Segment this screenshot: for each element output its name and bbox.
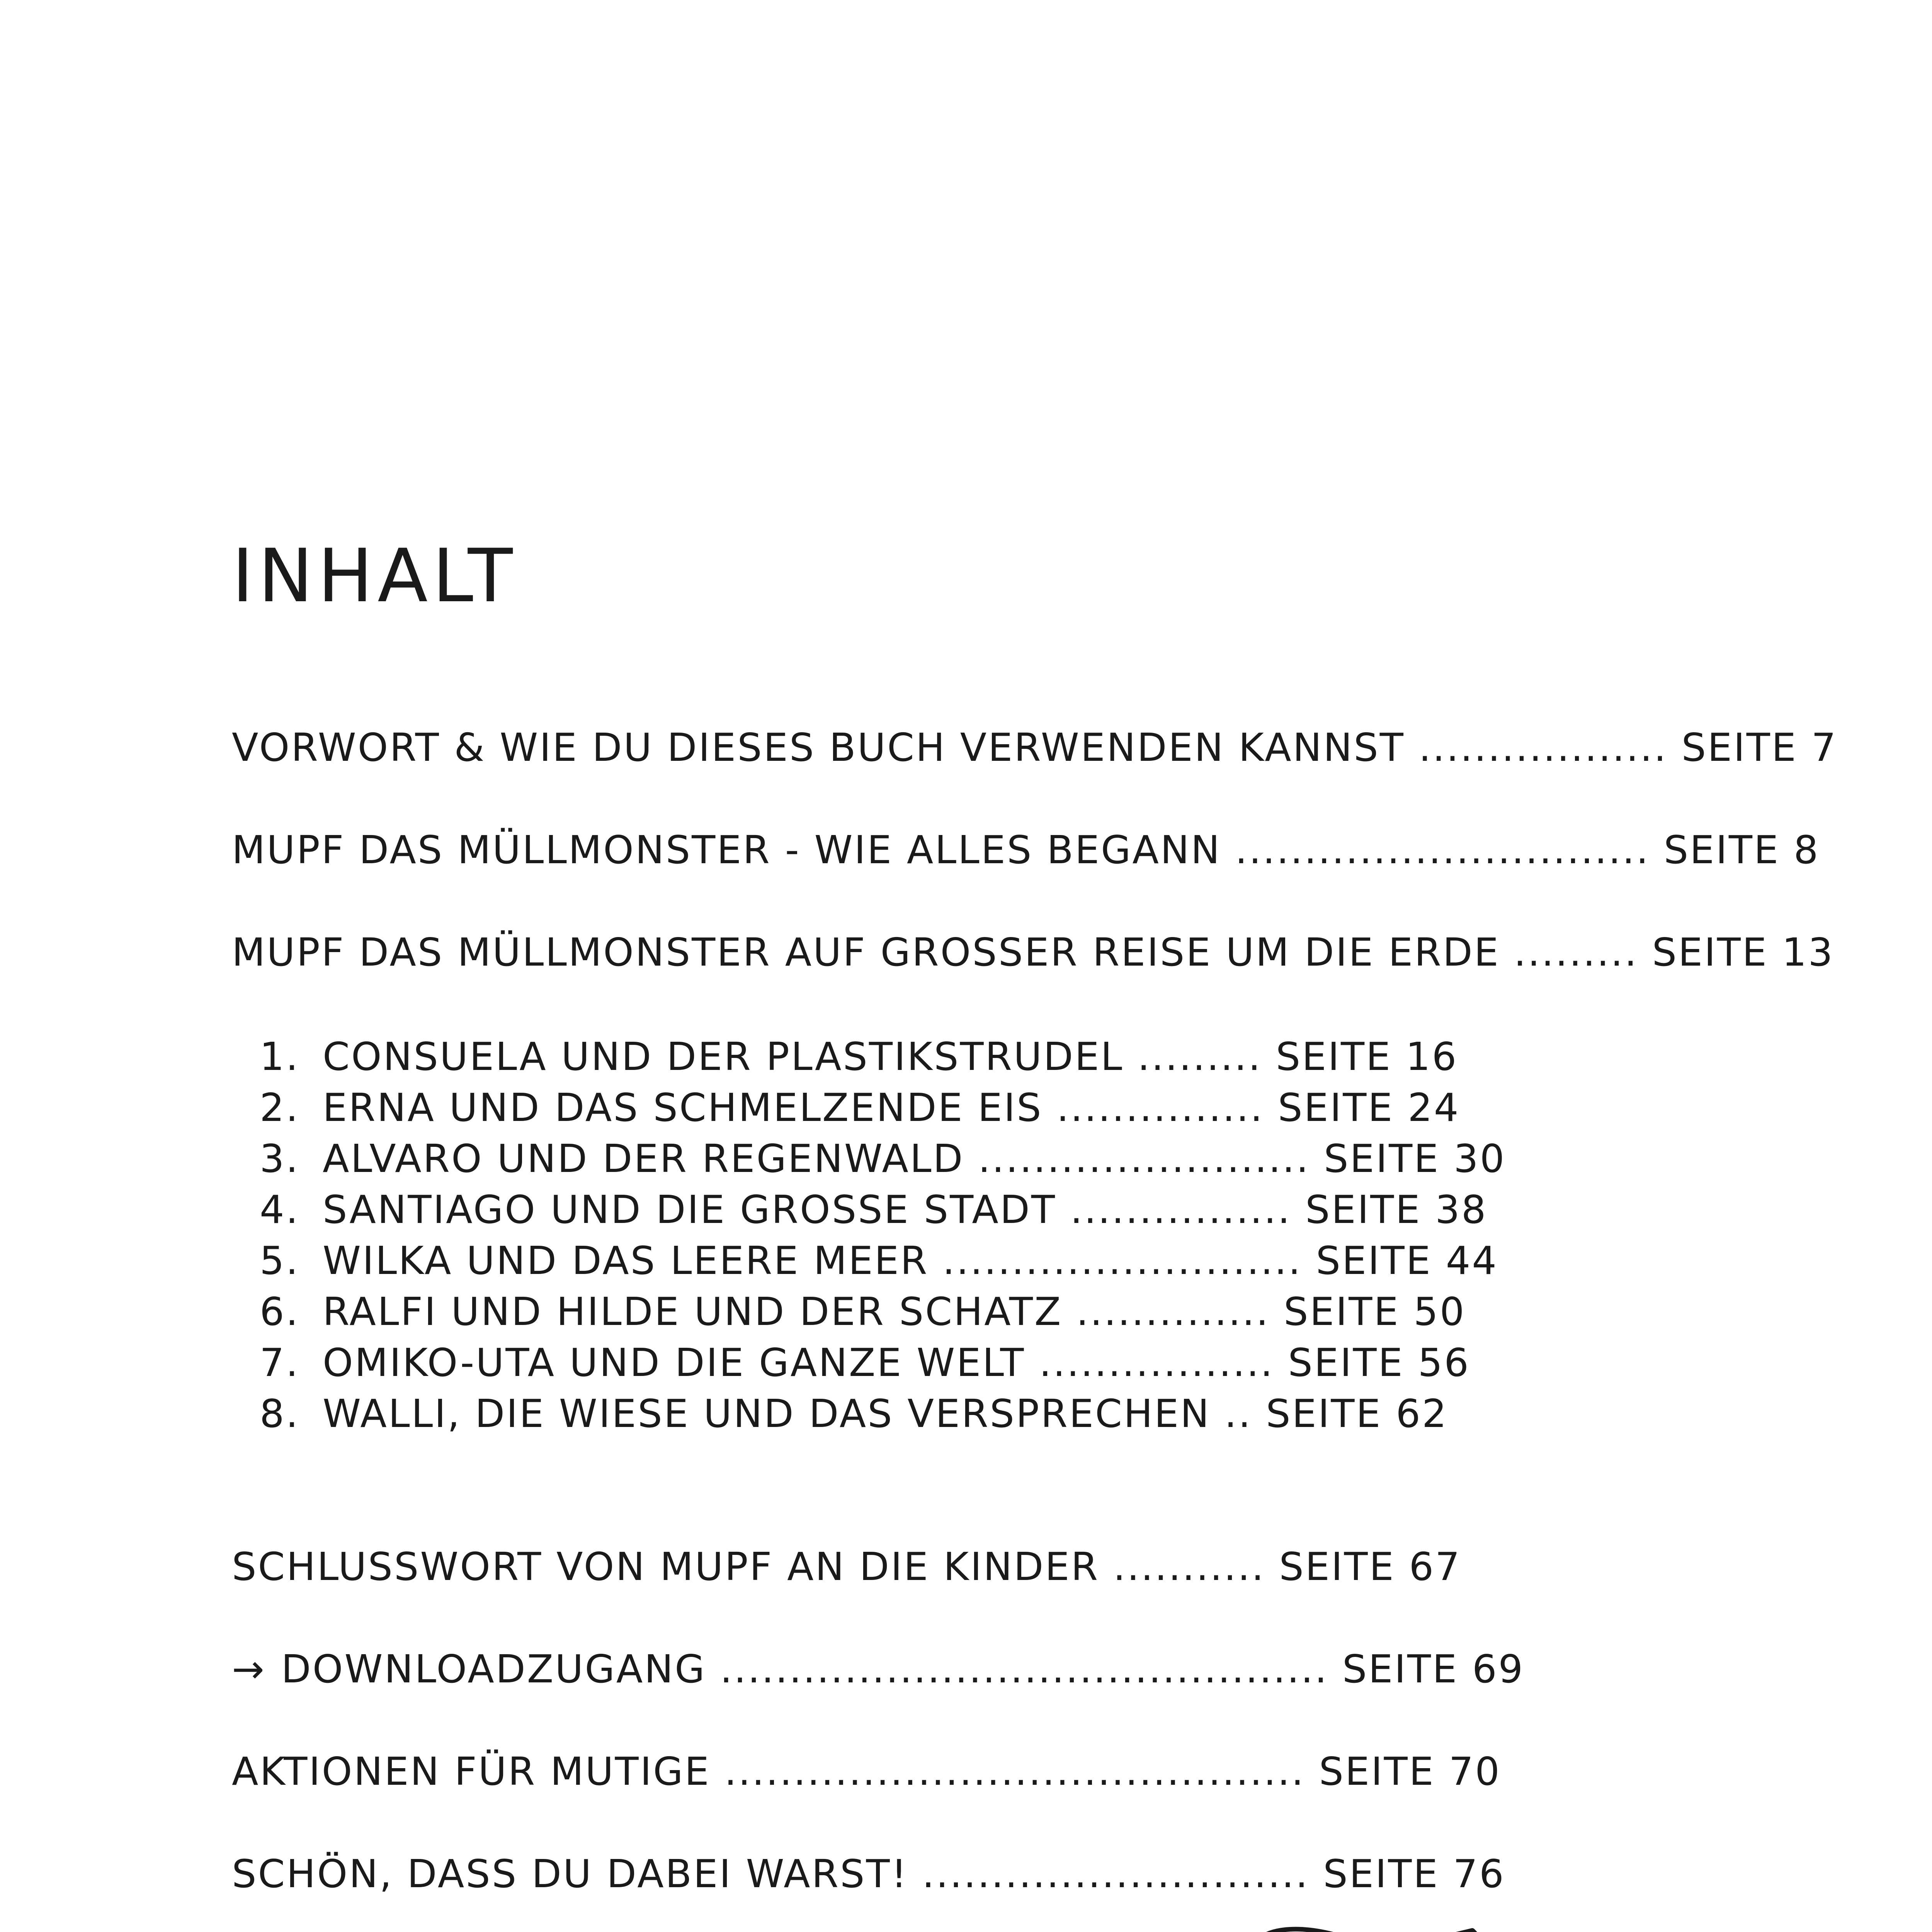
toc-entry-foreword[interactable]: [232, 725, 1838, 770]
chapter-page: SEITE 56: [1288, 1340, 1470, 1385]
toc-entry-journey[interactable]: [232, 930, 1835, 975]
toc-entry-label: AKTIONEN FÜR MUTIGE ..........................................: [232, 1749, 1305, 1794]
chapter-line: [323, 1238, 1498, 1283]
chapter-label: WILKA UND DAS LEERE MEER ..........................: [323, 1238, 1302, 1283]
toc-entry-thanks[interactable]: [232, 1851, 1505, 1896]
toc-entry-page: SEITE 69: [1342, 1646, 1525, 1692]
chapter-label: WALLI, DIE WIESE UND DAS VERSPRECHEN ..: [323, 1391, 1252, 1436]
toc-entry-label: SCHÖN, DASS DU DABEI WARST! ............................: [232, 1851, 1310, 1896]
chapter-line: [323, 1289, 1466, 1334]
apple-illustration: [1256, 1924, 1804, 1932]
chapter-line: [323, 1136, 1506, 1181]
toc-entry-download[interactable]: [232, 1646, 1525, 1692]
chapter-page: SEITE 24: [1278, 1085, 1460, 1130]
toc-entry-beginning[interactable]: [232, 827, 1820, 872]
arrow-right-icon: →: [232, 1646, 266, 1692]
toc-entry-label: SCHLUSSWORT VON MUPF AN DIE KINDER ...........: [232, 1544, 1265, 1589]
toc-entry-page: SEITE 67: [1279, 1544, 1461, 1589]
chapter-label: ERNA UND DAS SCHMELZENDE EIS ...............: [323, 1085, 1264, 1130]
chapter-line: [323, 1187, 1488, 1232]
chapter-number: 3.: [260, 1136, 300, 1181]
chapter-number: 7.: [260, 1340, 300, 1385]
page-title: INHALT: [232, 533, 517, 619]
toc-entry-label: MUPF DAS MÜLLMONSTER AUF GROSSER REISE UM DIE ERDE .........: [232, 930, 1638, 975]
chapter-page: SEITE 50: [1284, 1289, 1466, 1334]
toc-entry-page: SEITE 76: [1323, 1851, 1505, 1896]
chapter-label: ALVARO UND DER REGENWALD ........................: [323, 1136, 1310, 1181]
chapter-number: 8.: [260, 1391, 300, 1436]
chapter-number: 6.: [260, 1289, 300, 1334]
chapter-line: [323, 1391, 1448, 1436]
toc-entry-label: VORWORT & WIE DU DIESES BUCH VERWENDEN KANNST ..................: [232, 725, 1668, 770]
chapter-page: SEITE 30: [1323, 1136, 1506, 1181]
chapter-line: [323, 1085, 1460, 1130]
chapter-number: 5.: [260, 1238, 300, 1283]
chapter-number: 2.: [260, 1085, 300, 1130]
toc-entry-page: SEITE 7: [1681, 725, 1838, 770]
chapter-label: SANTIAGO UND DIE GROSSE STADT ................: [323, 1187, 1292, 1232]
toc-entry-page: SEITE 70: [1319, 1749, 1501, 1794]
chapter-page: SEITE 44: [1316, 1238, 1498, 1283]
toc-entry-label: DOWNLOADZUGANG ............................................: [281, 1646, 1329, 1692]
toc-entry-page: SEITE 13: [1652, 930, 1835, 975]
chapter-line: [323, 1034, 1458, 1079]
toc-entry-page: SEITE 8: [1663, 827, 1820, 872]
chapter-number: 4.: [260, 1187, 300, 1232]
chapter-label: RALFI UND HILDE UND DER SCHATZ ..............: [323, 1289, 1270, 1334]
chapter-label: OMIKO-UTA UND DIE GANZE WELT .................: [323, 1340, 1274, 1385]
chapter-page: SEITE 38: [1305, 1187, 1488, 1232]
chapter-label: CONSUELA UND DER PLASTIKSTRUDEL .........: [323, 1034, 1262, 1079]
toc-entry-label: MUPF DAS MÜLLMONSTER - WIE ALLES BEGANN ..............................: [232, 827, 1650, 872]
toc-entry-closing-words[interactable]: [232, 1544, 1461, 1589]
chapter-number: 1.: [260, 1034, 300, 1079]
chapter-page: SEITE 16: [1276, 1034, 1458, 1079]
chapter-line: [323, 1340, 1470, 1385]
chapter-page: SEITE 62: [1266, 1391, 1448, 1436]
toc-entry-actions[interactable]: [232, 1749, 1501, 1794]
